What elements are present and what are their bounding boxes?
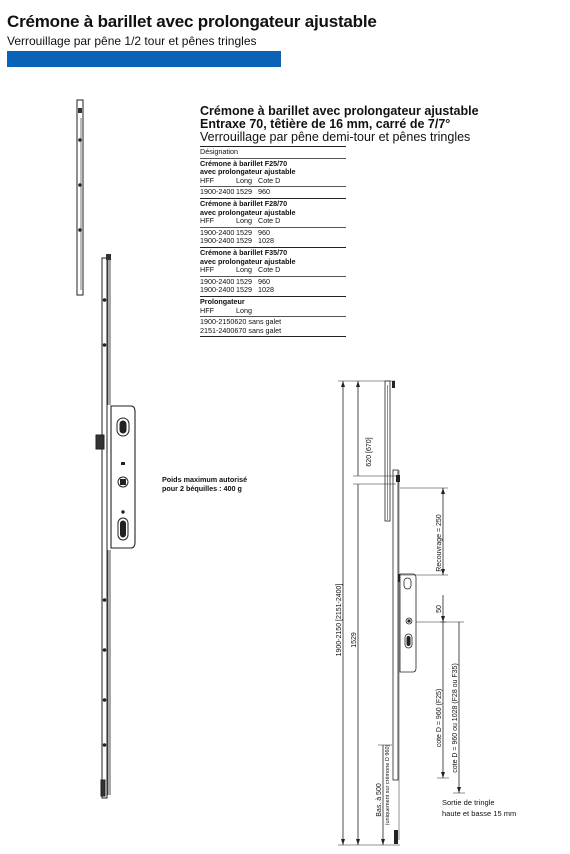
product-title: Crémone à barillet avec prolongateur ajustable — [200, 104, 479, 118]
table-cell: 1900-2150 — [200, 317, 235, 327]
table-cell: 1900-2400 — [200, 276, 235, 286]
group-name: Crémone à barillet F25/70 — [200, 158, 288, 168]
table-cell: 1900-2400 — [200, 227, 235, 237]
group-name: avec prolongateur ajustable — [200, 256, 296, 266]
table-cell: 620 sans galet — [234, 317, 282, 327]
header-cell: HFF — [200, 175, 214, 185]
dim-cote-d2: cote D = 960 ou 1028 (F28 ou F35) — [452, 663, 459, 773]
dim-bas-note: (uniquement sur crémone D 960) — [385, 744, 391, 826]
page-subtitle: Verrouillage par pêne 1/2 tour et pênes tringles — [7, 34, 257, 48]
header-cell: HFF — [200, 265, 214, 275]
header-cell: Long — [236, 216, 252, 226]
table-cell: 1900-2400 — [200, 236, 235, 246]
table-cell: 1900-2400 — [200, 187, 235, 197]
table-cell: 1529 — [236, 285, 252, 295]
group-name: avec prolongateur ajustable — [200, 207, 296, 217]
table-cell: 1900-2400 — [200, 285, 235, 295]
header-cell: HFF — [200, 305, 214, 315]
header-cell: Long — [236, 265, 252, 275]
weight-note-line1: Poids maximum autorisé — [162, 475, 248, 484]
elevation-drawing — [338, 381, 465, 845]
header-cell: Cote D — [258, 175, 281, 185]
group-name: avec prolongateur ajustable — [200, 167, 296, 177]
header-cell: Cote D — [258, 265, 281, 275]
table-cell: 1529 — [236, 276, 252, 286]
table-cell: 960 — [258, 187, 270, 197]
group-name: Crémone à barillet F35/70 — [200, 247, 288, 257]
extension-rod-drawing — [77, 100, 83, 295]
table-cell: 1028 — [258, 236, 274, 246]
table-cell: 1529 — [236, 236, 252, 246]
dim-long: 1529 — [351, 632, 358, 648]
dim-extension: 620 [670] — [366, 437, 373, 467]
weight-note-line2: pour 2 béquilles : 400 g — [162, 483, 242, 493]
table-cell: 2151-2400 — [200, 325, 235, 335]
product-locking: Verrouillage par pêne demi-tour et pênes tringles — [200, 130, 471, 144]
espagnolette-drawing — [96, 254, 135, 798]
header-cell: Cote D — [258, 216, 281, 226]
group-name: Prolongateur — [200, 296, 245, 306]
table-cell: 960 — [258, 227, 270, 237]
page-title: Crémone à barillet avec prolongateur ajustable — [7, 12, 377, 31]
rod-exit-line2: haute et basse 15 mm — [442, 809, 517, 818]
group-name: Crémone à barillet F28/70 — [200, 198, 288, 208]
dim-bas: Bas. à 500 — [376, 783, 383, 817]
product-specs: Entraxe 70, têtière de 16 mm, carré de 7/7° — [200, 117, 451, 131]
dim-overall: 1900-2150 [2151-2400] — [336, 583, 343, 657]
table-cell: 670 sans galet — [234, 325, 282, 335]
designation-label: Désignation — [200, 147, 238, 156]
rod-exit-line1: Sortie de tringle — [442, 798, 495, 807]
table-cell: 1529 — [236, 187, 252, 197]
header-cell: HFF — [200, 216, 214, 226]
table-cell: 1529 — [236, 227, 252, 237]
table-cell: 960 — [258, 276, 270, 286]
dim-offset: 50 — [436, 605, 443, 613]
header-cell: Long — [236, 305, 252, 315]
header-cell: Long — [236, 175, 252, 185]
dim-cote-d1: cote D = 960 (F25) — [436, 688, 443, 748]
dim-overlap: Recouvrage = 250 — [436, 514, 443, 572]
table-cell: 1028 — [258, 285, 274, 295]
